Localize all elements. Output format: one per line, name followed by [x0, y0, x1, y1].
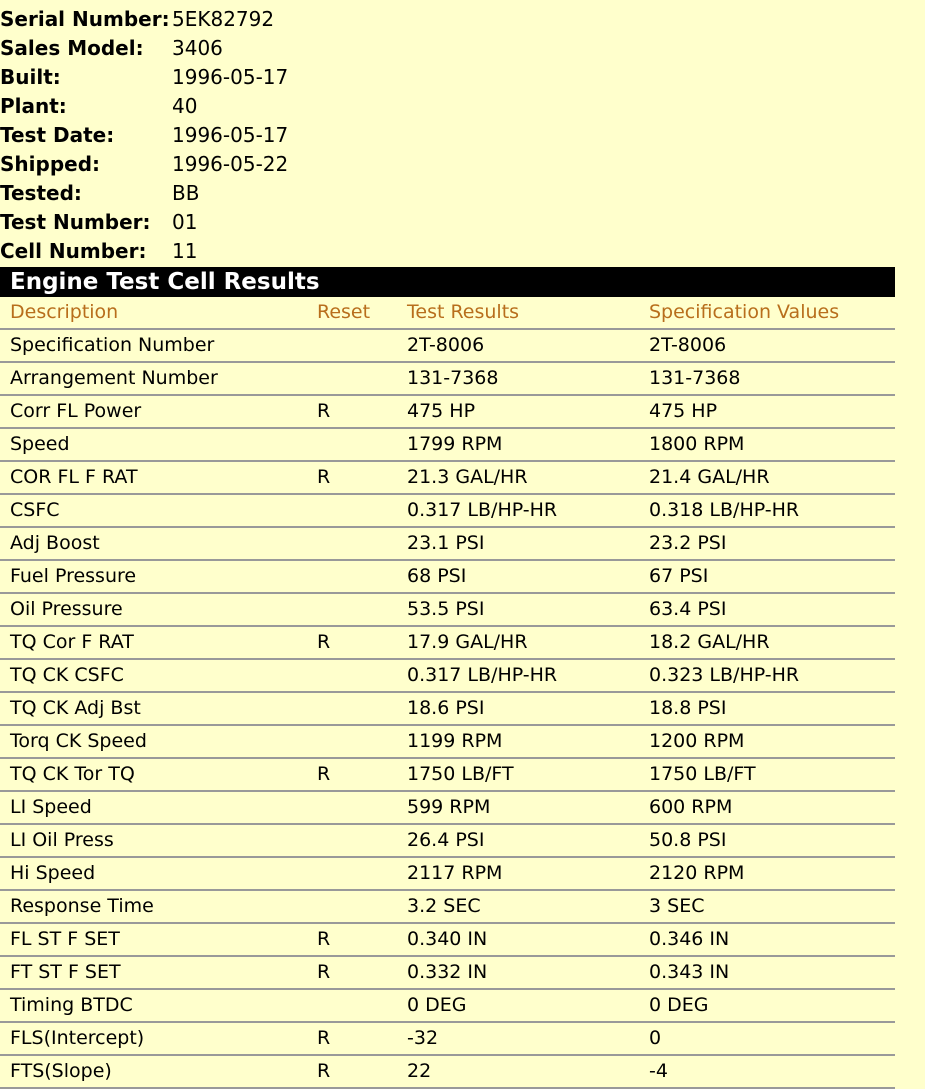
- info-value: 01: [172, 210, 198, 234]
- cell-description: COR FL F RAT: [0, 461, 307, 494]
- cell-spec-value: 2120 RPM: [639, 857, 895, 890]
- cell-description: Oil Pressure: [0, 593, 307, 626]
- table-row: [0, 824, 895, 857]
- table-row: [0, 494, 895, 527]
- info-row-plant: [0, 92, 288, 121]
- cell-spec-value: 21.4 GAL/HR: [639, 461, 895, 494]
- section-title: Engine Test Cell Results: [0, 267, 895, 297]
- cell-reset: [307, 329, 397, 362]
- table-row: [0, 527, 895, 560]
- cell-test-result: 0.317 LB/HP-HR: [397, 659, 639, 692]
- cell-reset: R: [307, 956, 397, 989]
- table-row: [0, 1055, 895, 1088]
- cell-description: Arrangement Number: [0, 362, 307, 395]
- cell-test-result: -32: [397, 1022, 639, 1055]
- cell-test-result: 1199 RPM: [397, 725, 639, 758]
- column-header-description: Description: [0, 297, 307, 329]
- cell-reset: [307, 989, 397, 1022]
- info-label: Plant:: [0, 94, 67, 118]
- cell-spec-value: 1800 RPM: [639, 428, 895, 461]
- cell-description: Timing BTDC: [0, 989, 307, 1022]
- table-row: [0, 1022, 895, 1055]
- table-row: [0, 626, 895, 659]
- cell-reset: [307, 593, 397, 626]
- info-row-sales-model: [0, 34, 288, 63]
- info-label: Shipped:: [0, 152, 101, 176]
- cell-description: FTS(Slope): [0, 1055, 307, 1088]
- cell-test-result: 17.9 GAL/HR: [397, 626, 639, 659]
- cell-spec-value: 0.323 LB/HP-HR: [639, 659, 895, 692]
- cell-reset: R: [307, 395, 397, 428]
- cell-reset: [307, 890, 397, 923]
- cell-reset: [307, 560, 397, 593]
- info-row-serial-number: [0, 5, 288, 34]
- cell-spec-value: -4: [639, 1055, 895, 1088]
- cell-test-result: 23.1 PSI: [397, 527, 639, 560]
- cell-spec-value: 0 DEG: [639, 989, 895, 1022]
- cell-description: FLS(Intercept): [0, 1022, 307, 1055]
- cell-spec-value: 67 PSI: [639, 560, 895, 593]
- info-row-built: [0, 63, 288, 92]
- info-value: 1996-05-22: [172, 152, 289, 176]
- cell-description: Torq CK Speed: [0, 725, 307, 758]
- cell-reset: [307, 692, 397, 725]
- cell-reset: [307, 428, 397, 461]
- cell-description: TQ CK Adj Bst: [0, 692, 307, 725]
- cell-reset: [307, 659, 397, 692]
- cell-test-result: 2T-8006: [397, 329, 639, 362]
- cell-description: Hi Speed: [0, 857, 307, 890]
- cell-test-result: 3.2 SEC: [397, 890, 639, 923]
- info-label: Tested:: [0, 181, 82, 205]
- table-row: [0, 428, 895, 461]
- table-row: [0, 989, 895, 1022]
- info-value: 5EK82792: [172, 7, 275, 31]
- cell-reset: R: [307, 1055, 397, 1088]
- info-row-cell-number: [0, 237, 288, 266]
- info-value: 11: [172, 239, 198, 263]
- info-label: Serial Number:: [0, 7, 170, 31]
- cell-reset: [307, 725, 397, 758]
- cell-test-result: 53.5 PSI: [397, 593, 639, 626]
- table-row: [0, 725, 895, 758]
- cell-reset: [307, 494, 397, 527]
- cell-test-result: 18.6 PSI: [397, 692, 639, 725]
- table-header-row: [0, 297, 895, 329]
- cell-spec-value: 18.2 GAL/HR: [639, 626, 895, 659]
- cell-test-result: 68 PSI: [397, 560, 639, 593]
- cell-description: Speed: [0, 428, 307, 461]
- table-row: [0, 956, 895, 989]
- cell-test-result: 0.317 LB/HP-HR: [397, 494, 639, 527]
- table-row: [0, 395, 895, 428]
- table-row: [0, 857, 895, 890]
- cell-spec-value: 600 RPM: [639, 791, 895, 824]
- info-label: Cell Number:: [0, 239, 147, 263]
- cell-description: Corr FL Power: [0, 395, 307, 428]
- table-row: [0, 890, 895, 923]
- cell-spec-value: 1750 LB/FT: [639, 758, 895, 791]
- cell-spec-value: 0.343 IN: [639, 956, 895, 989]
- table-row: [0, 560, 895, 593]
- info-value: 40: [172, 94, 198, 118]
- table-row: [0, 593, 895, 626]
- cell-reset: [307, 857, 397, 890]
- cell-description: CSFC: [0, 494, 307, 527]
- cell-spec-value: 50.8 PSI: [639, 824, 895, 857]
- cell-description: Response Time: [0, 890, 307, 923]
- cell-description: FT ST F SET: [0, 956, 307, 989]
- cell-test-result: 475 HP: [397, 395, 639, 428]
- info-label: Test Number:: [0, 210, 151, 234]
- cell-spec-value: 23.2 PSI: [639, 527, 895, 560]
- info-row-test-date: [0, 121, 288, 150]
- cell-reset: [307, 824, 397, 857]
- cell-test-result: 2117 RPM: [397, 857, 639, 890]
- info-value: 3406: [172, 36, 223, 60]
- cell-spec-value: 0.346 IN: [639, 923, 895, 956]
- cell-test-result: 21.3 GAL/HR: [397, 461, 639, 494]
- cell-test-result: 0.340 IN: [397, 923, 639, 956]
- cell-spec-value: 63.4 PSI: [639, 593, 895, 626]
- cell-description: Adj Boost: [0, 527, 307, 560]
- cell-reset: R: [307, 626, 397, 659]
- column-header-spec-values: Specification Values: [639, 297, 895, 329]
- cell-reset: R: [307, 461, 397, 494]
- cell-test-result: 599 RPM: [397, 791, 639, 824]
- info-row-tested: [0, 179, 288, 208]
- cell-reset: [307, 791, 397, 824]
- cell-reset: R: [307, 758, 397, 791]
- info-label: Test Date:: [0, 123, 115, 147]
- table-row: [0, 461, 895, 494]
- table-row: [0, 659, 895, 692]
- table-row: [0, 692, 895, 725]
- cell-test-result: 1799 RPM: [397, 428, 639, 461]
- column-header-test-results: Test Results: [397, 297, 639, 329]
- cell-test-result: 1750 LB/FT: [397, 758, 639, 791]
- engine-info: [0, 5, 288, 266]
- info-value: 1996-05-17: [172, 65, 289, 89]
- cell-test-result: 22: [397, 1055, 639, 1088]
- test-cell-results: [0, 267, 895, 1089]
- cell-reset: R: [307, 1022, 397, 1055]
- info-label: Built:: [0, 65, 61, 89]
- info-value: 1996-05-17: [172, 123, 289, 147]
- results-body: [0, 329, 895, 1088]
- cell-description: FL ST F SET: [0, 923, 307, 956]
- table-row: [0, 791, 895, 824]
- cell-reset: [307, 527, 397, 560]
- cell-spec-value: 3 SEC: [639, 890, 895, 923]
- cell-test-result: 26.4 PSI: [397, 824, 639, 857]
- cell-spec-value: 131-7368: [639, 362, 895, 395]
- results-table: [0, 297, 895, 1089]
- column-header-reset: Reset: [307, 297, 397, 329]
- cell-description: TQ CK Tor TQ: [0, 758, 307, 791]
- cell-description: LI Oil Press: [0, 824, 307, 857]
- cell-spec-value: 0.318 LB/HP-HR: [639, 494, 895, 527]
- info-value: BB: [172, 181, 200, 205]
- cell-description: TQ Cor F RAT: [0, 626, 307, 659]
- cell-description: Specification Number: [0, 329, 307, 362]
- table-row: [0, 923, 895, 956]
- cell-test-result: 0 DEG: [397, 989, 639, 1022]
- cell-reset: [307, 362, 397, 395]
- cell-description: TQ CK CSFC: [0, 659, 307, 692]
- cell-description: LI Speed: [0, 791, 307, 824]
- cell-test-result: 131-7368: [397, 362, 639, 395]
- info-row-test-number: [0, 208, 288, 237]
- cell-spec-value: 0: [639, 1022, 895, 1055]
- table-row: [0, 362, 895, 395]
- table-row: [0, 329, 895, 362]
- cell-reset: R: [307, 923, 397, 956]
- cell-spec-value: 2T-8006: [639, 329, 895, 362]
- cell-description: Fuel Pressure: [0, 560, 307, 593]
- table-row: [0, 758, 895, 791]
- cell-spec-value: 475 HP: [639, 395, 895, 428]
- info-row-shipped: [0, 150, 288, 179]
- cell-test-result: 0.332 IN: [397, 956, 639, 989]
- cell-spec-value: 18.8 PSI: [639, 692, 895, 725]
- info-label: Sales Model:: [0, 36, 144, 60]
- cell-spec-value: 1200 RPM: [639, 725, 895, 758]
